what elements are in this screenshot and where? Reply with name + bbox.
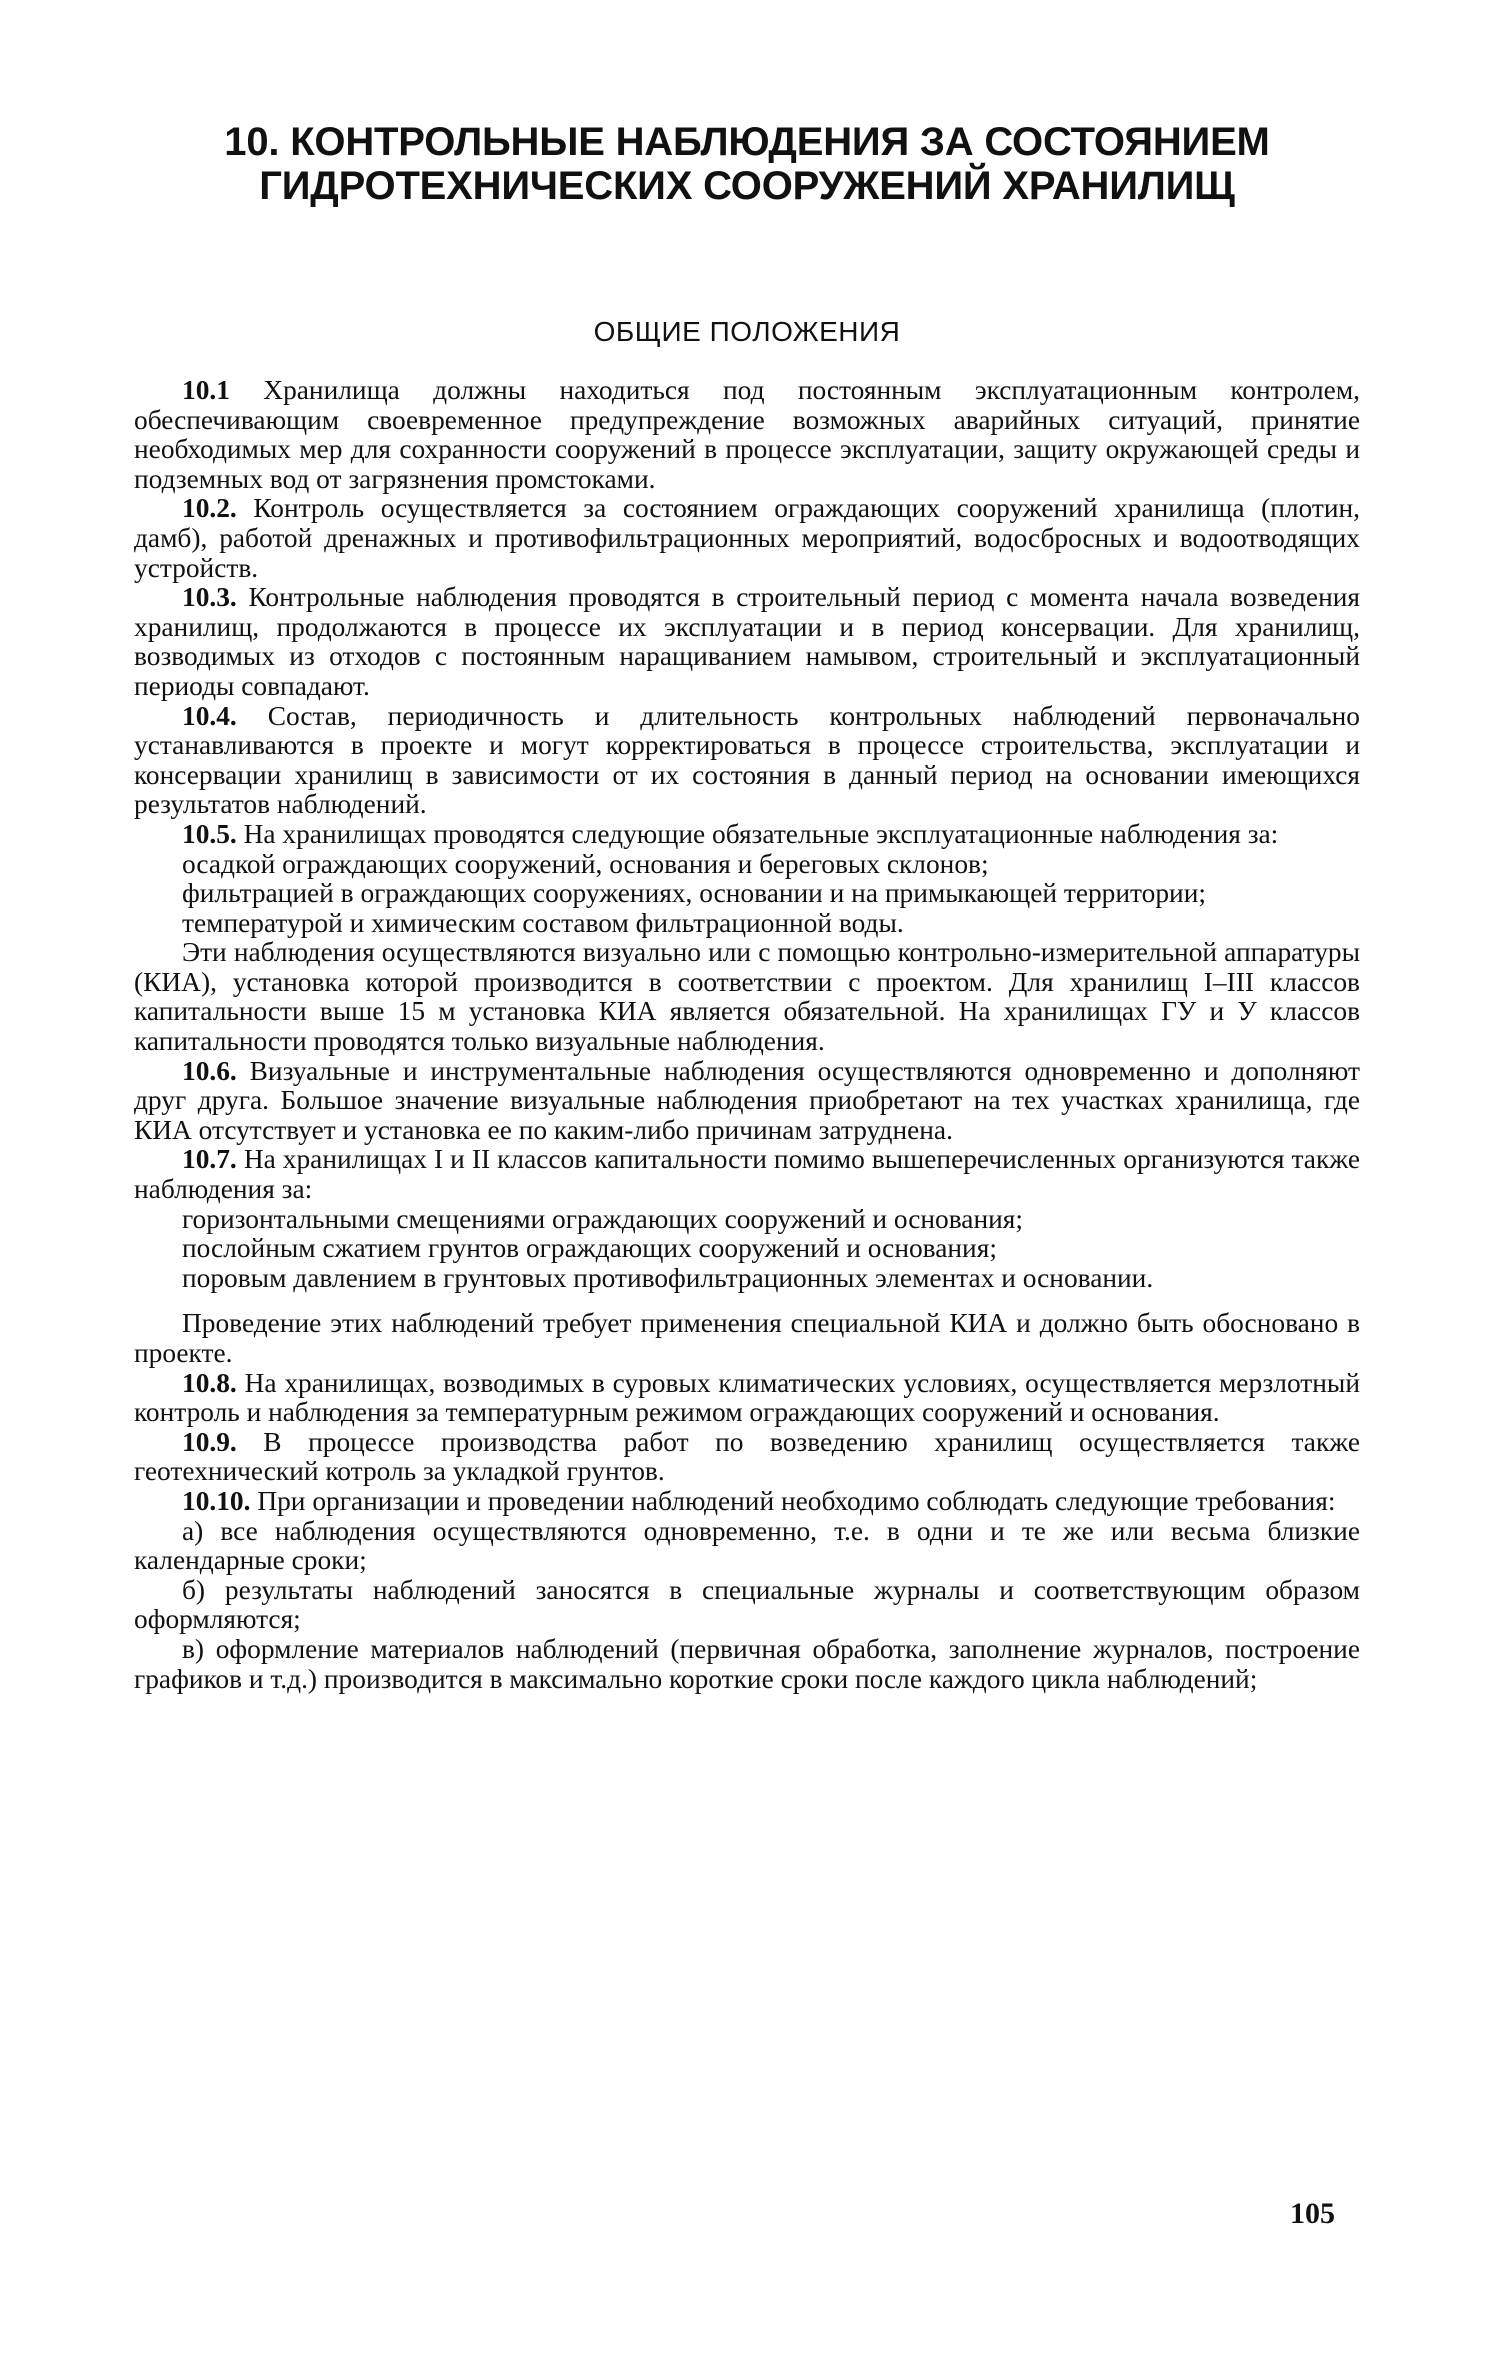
clause-number: 10.10. (182, 1485, 251, 1516)
paragraph (134, 938, 1360, 1056)
paragraph-text: На хранилищах, возводимых в суровых климатических условиях, осуществляется мерзлотный контроль и наблюдения за температурным режимом ограждающих сооружений и основания. (134, 1367, 1360, 1428)
paragraph (134, 494, 1360, 583)
paragraph-text: послойным сжатием грунтов ограждающих сооружений и основания; (182, 1233, 997, 1264)
paragraph (134, 1145, 1360, 1204)
clause-number: 10.1 (182, 375, 230, 405)
paragraph-text: В процессе производства работ по возведению хранилищ осуществляется также геотехнический котроль за укладкой грунтов. (134, 1426, 1360, 1487)
paragraph-text: Состав, периодичность и длительность контрольных наблюдений первоначально устанавливаются в проекте и могут корректироваться в процессе строительства, эксплуатации и консервации хранилищ в зависимости от их состояния в данный период на основании имеющихся результатов наблюдений. (134, 700, 1360, 820)
paragraph (134, 1487, 1360, 1517)
clause-number: 10.8. (182, 1367, 237, 1398)
paragraph-text: Контрольные наблюдения проводятся в строительный период с момента начала возведения хранилищ, продолжаются в процессе их эксплуатации и в период консервации. Для хранилищ, возводимых из отходов с постоянным наращиванием намывом, строительный и эксплуатационный периоды совпадают. (134, 582, 1360, 701)
clause-number: 10.4. (182, 700, 237, 731)
paragraph-text: фильтрацией в ограждающих сооружениях, основании и на примыкающей территории; (182, 878, 1206, 909)
clause-number: 10.3. (182, 582, 237, 613)
clause-number: 10.6. (182, 1055, 237, 1086)
chapter-title-line-2: ГИДРОТЕХНИЧЕСКИХ СООРУЖЕНИЙ ХРАНИЛИЩ (259, 164, 1235, 208)
paragraph (134, 1264, 1360, 1294)
paragraph-text: Хранилища должны находиться под постоянным эксплуатационным контролем, обеспечивающим своевременное предупреждение возможных аварийных ситуаций, принятие необходимых мер для сохранности сооружений в процессе эксплуатации, защиту окружающей среды и подземных вод от загрязнения промстоками. (134, 375, 1360, 494)
paragraph-text: б) результаты наблюдений заносятся в специальные журналы и соответствующим образом оформляются; (134, 1574, 1360, 1635)
clause-number: 10.9. (182, 1426, 237, 1457)
page-number: 105 (1290, 2197, 1335, 2230)
paragraph-text: На хранилищах I и II классов капитальности помимо вышеперечисленных организуются также наблюдения за: (134, 1144, 1360, 1205)
paragraph (134, 850, 1360, 880)
paragraph (134, 376, 1360, 494)
paragraph-text: Контроль осуществляется за состоянием ограждающих сооружений хранилища (плотин, дамб), работой дренажных и противофильтрационных мероприятий, водосбросных и водоотводящих устройств. (134, 493, 1360, 583)
clause-number: 10.7. (182, 1144, 237, 1175)
paragraph (134, 1428, 1360, 1487)
paragraph (134, 702, 1360, 820)
chapter-title-line-1: 10. КОНТРОЛЬНЫЕ НАБЛЮДЕНИЯ ЗА СОСТОЯНИЕМ (224, 120, 1270, 164)
paragraph (134, 1309, 1360, 1368)
paragraph (134, 1369, 1360, 1428)
paragraph-text: Эти наблюдения осуществляются визуально или с помощью контрольно-измерительной аппаратуры (КИА), установка которой производится в соответствии с проектом. Для хранилищ I–III классов капитальности выше 15 м установка КИА является обязательной. На хранилищах ΓУ и У классов капитальности проводятся только визуальные наблюдения. (134, 937, 1360, 1057)
chapter-title (134, 120, 1360, 208)
paragraph-text: На хранилищах проводятся следующие обязательные эксплуатационные наблюдения за: (236, 818, 1279, 849)
paragraph-text: горизонтальными смещениями ограждающих сооружений и основания; (182, 1203, 1023, 1234)
paragraph-text: поровым давлением в грунтовых противофильтрационных элементах и основании. (182, 1262, 1154, 1293)
paragraph-text: в) оформление материалов наблюдений (первичная обработка, заполнение журналов, построение графиков и т.д.) производится в максимально короткие сроки после каждого цикла наблюдений; (134, 1633, 1360, 1694)
section-heading: ОБЩИЕ ПОЛОЖЕНИЯ (593, 316, 901, 347)
paragraph (134, 1057, 1360, 1146)
paragraph-text: Визуальные и инструментальные наблюдения осуществляются одновременно и дополняют друг друга. Большое значение визуальные наблюдения приобретают на тех участках хранилища, где КИА отсутствует и установка ее по каким-либо причинам затруднена. (134, 1055, 1360, 1145)
clause-number: 10.5. (182, 818, 237, 849)
paragraph (134, 820, 1360, 850)
body-text (134, 376, 1360, 1694)
paragraph (134, 1635, 1360, 1694)
paragraph (134, 909, 1360, 939)
document-page (134, 120, 1360, 1694)
paragraph-text: осадкой ограждающих сооружений, основания и береговых склонов; (182, 848, 989, 879)
paragraph-text: Проведение этих наблюдений требует применения специальной КИА и должно быть обосновано в проекте. (134, 1308, 1360, 1368)
paragraph (134, 1234, 1360, 1264)
paragraph (134, 879, 1360, 909)
paragraph (134, 583, 1360, 701)
paragraph-text: При организации и проведении наблюдений необходимо соблюдать следующие требования: (250, 1485, 1336, 1516)
paragraph (134, 1205, 1360, 1235)
paragraph-text: а) все наблюдения осуществляются одновременно, т.е. в одни и те же или весьма близкие календарные сроки; (134, 1515, 1360, 1576)
paragraph (134, 1517, 1360, 1576)
paragraph-text: температурой и химическим составом фильтрационной воды. (182, 907, 904, 938)
paragraph (134, 1576, 1360, 1635)
clause-number: 10.2. (182, 493, 237, 524)
